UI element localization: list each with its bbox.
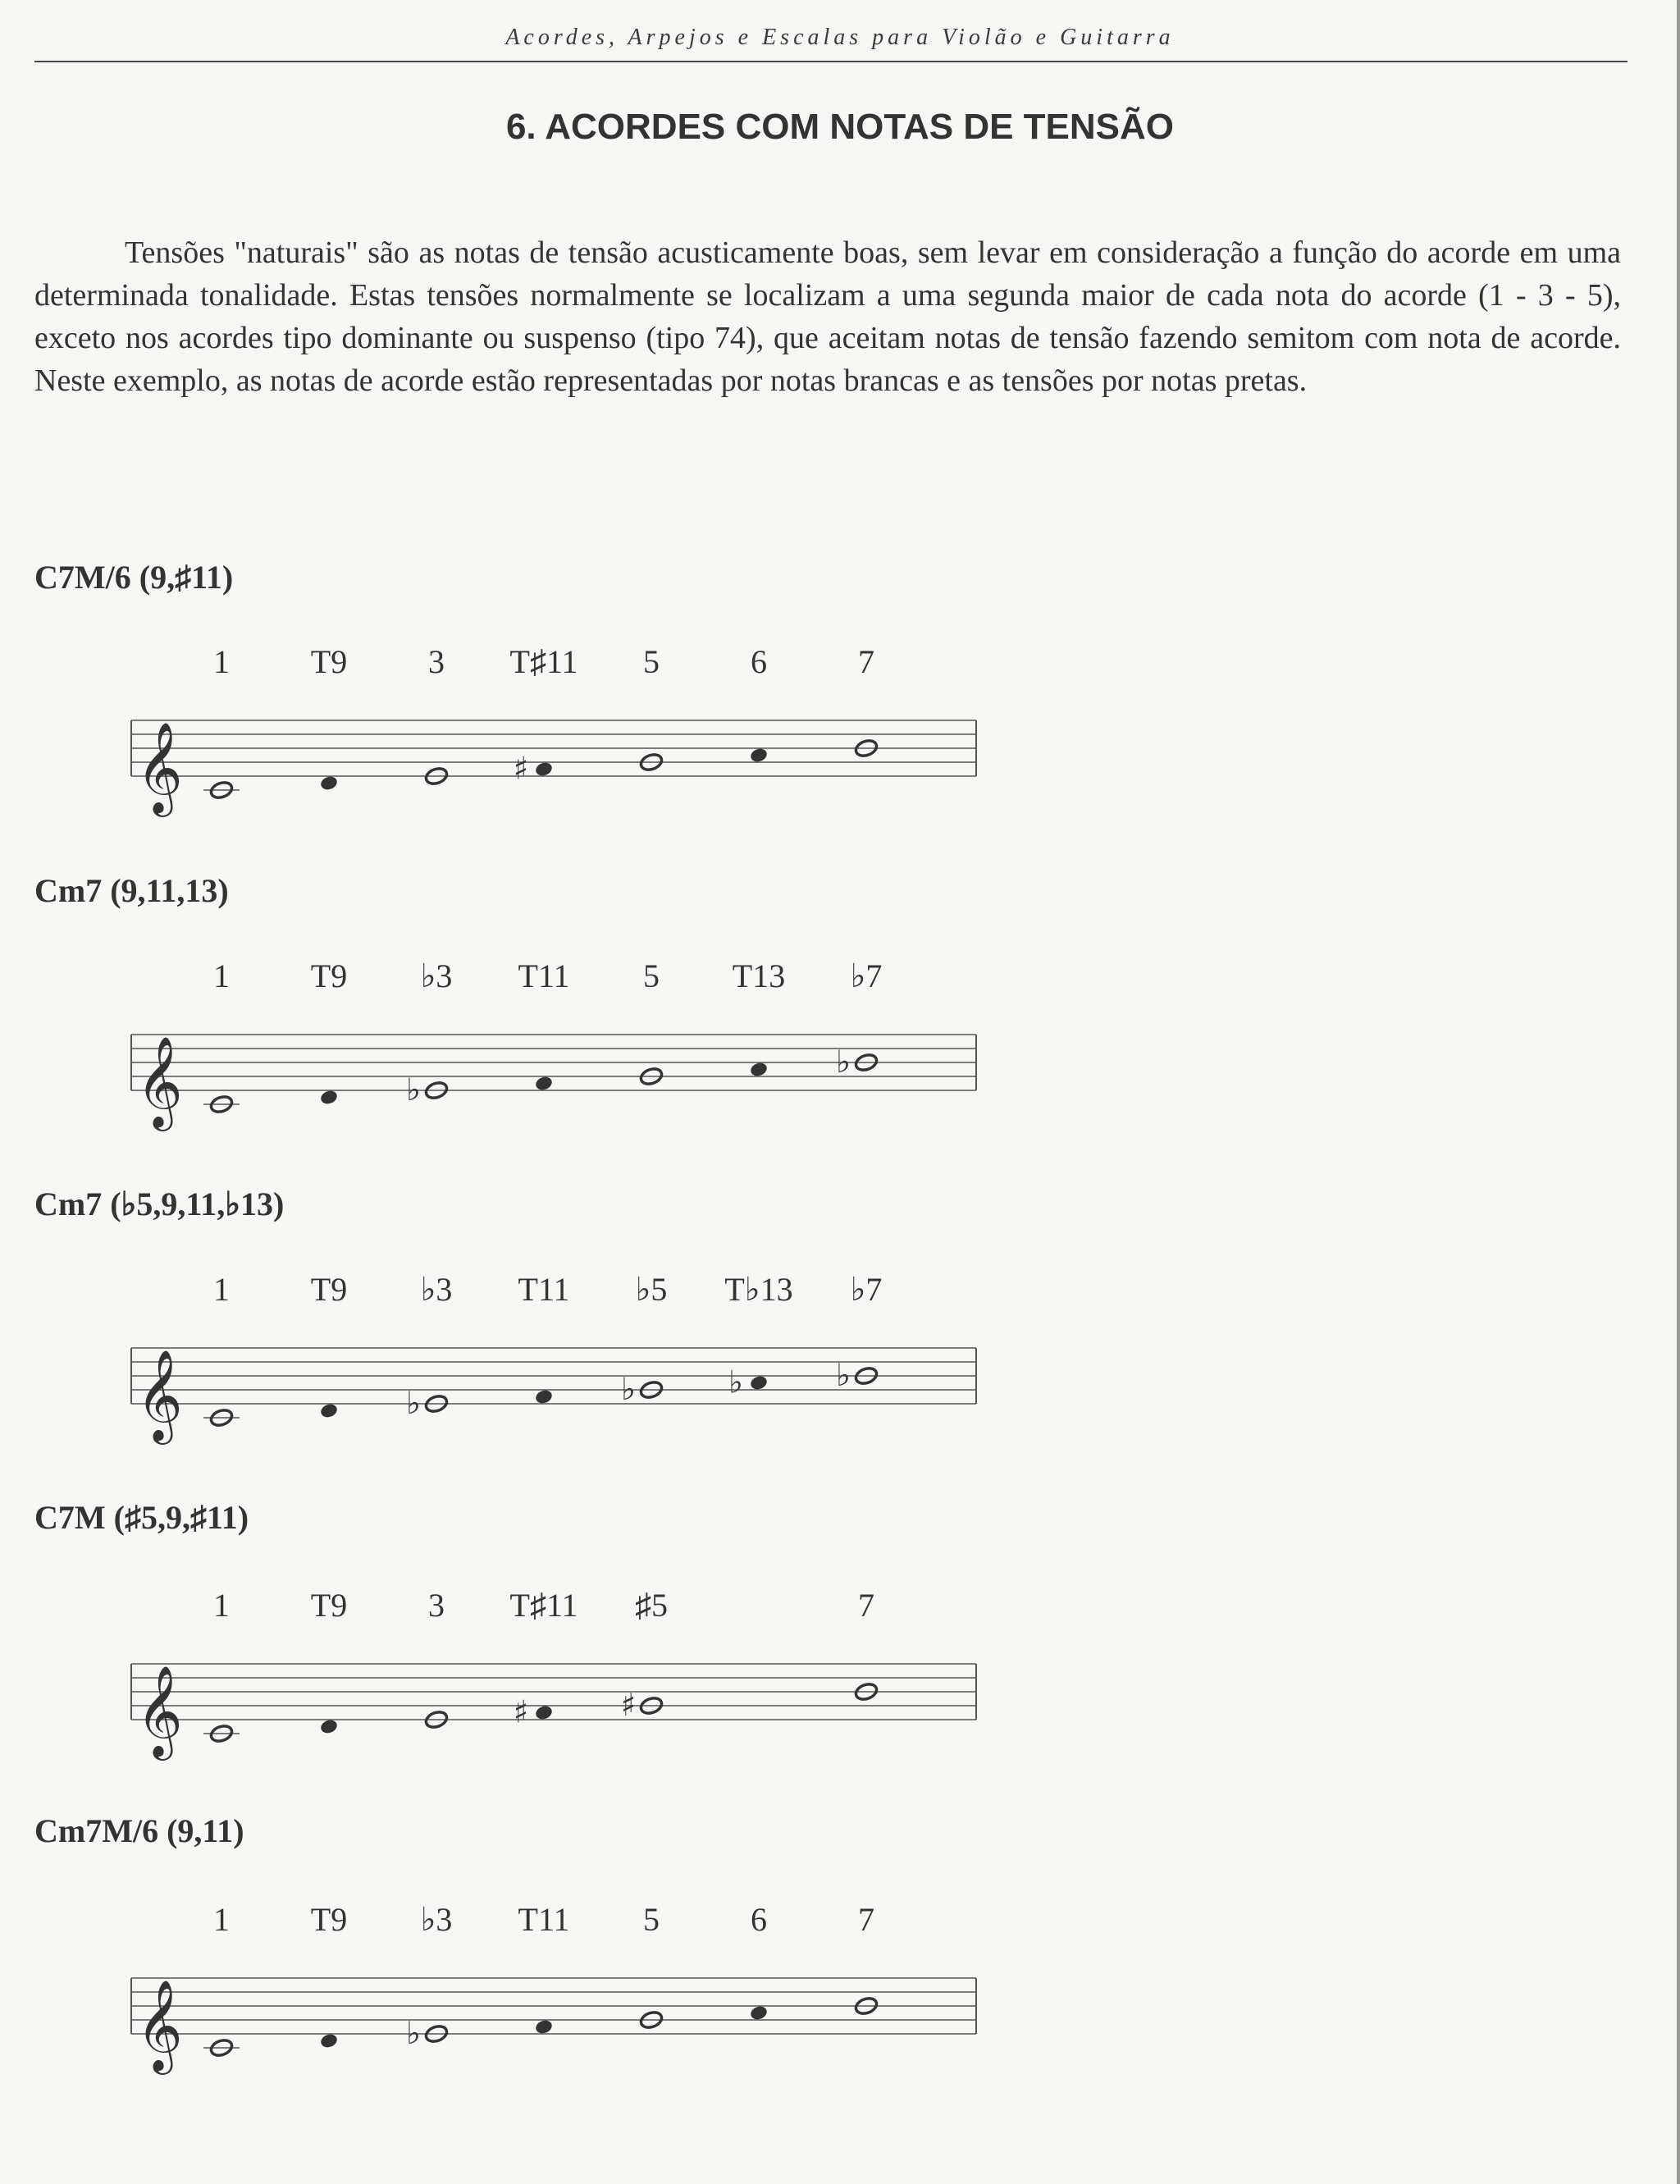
- degree-label: ♭3: [420, 1271, 453, 1308]
- tension-note-head: [319, 774, 339, 792]
- music-staff-svg: [123, 1268, 993, 1448]
- music-staff-svg: [123, 640, 993, 820]
- treble-clef-icon: 𝄞: [136, 1035, 183, 1127]
- degree-label: T♭13: [724, 1271, 793, 1308]
- flat-icon: ♭: [728, 1364, 743, 1400]
- flat-icon: ♭: [406, 2015, 421, 2051]
- degree-label: 5: [643, 1901, 660, 1938]
- degree-label: T13: [732, 957, 786, 994]
- degree-label: 1: [213, 1271, 230, 1308]
- flat-icon: ♭: [621, 1371, 636, 1407]
- tension-note-head: [319, 1402, 339, 1419]
- staff-1: [123, 640, 984, 813]
- flat-icon: ♭: [406, 1071, 421, 1108]
- tension-note-head: [319, 1089, 339, 1106]
- degree-label: 6: [751, 643, 767, 680]
- treble-clef-icon: 𝄞: [136, 1349, 183, 1441]
- sharp-icon: ♯: [620, 1687, 637, 1723]
- degree-label: 6: [751, 1901, 767, 1938]
- tension-note-head: [319, 1718, 339, 1735]
- intro-text: Tensões "naturais" são as notas de tensão acusticamente boas, sem levar em consideração a função do acorde em uma determinada tonalidade. Estas tensões normalmente se localizam a uma segunda maior de cada nota do acorde (1 - 3 - 5), exceto nos acordes tipo dominante ou suspenso (tipo 74), que aceitam notas de tensão fazendo semitom com nota de acorde. Neste exemplo, as notas de acorde estão representadas por notas brancas e as tensões por notas pretas.: [34, 235, 1621, 398]
- degree-label: 1: [213, 957, 230, 994]
- section-title: 6. ACORDES COM NOTAS DE TENSÃO: [505, 107, 1175, 147]
- tension-note-head: [534, 1388, 554, 1405]
- degree-label: ♭3: [420, 957, 453, 994]
- degree-label: T9: [310, 1901, 348, 1938]
- degree-label: T11: [518, 1271, 570, 1308]
- sharp-icon: ♯: [513, 1693, 529, 1730]
- degree-label: ♭5: [635, 1271, 668, 1308]
- tension-note-head: [534, 1704, 554, 1721]
- flat-icon: ♭: [836, 1357, 851, 1393]
- degree-label: T♯11: [509, 1587, 578, 1624]
- degree-label: 7: [858, 643, 874, 680]
- degree-label: 5: [643, 957, 660, 994]
- flat-icon: ♭: [836, 1044, 851, 1080]
- staff-5: [123, 1898, 984, 2071]
- degree-label: 7: [858, 1587, 874, 1624]
- degree-label: T9: [310, 957, 348, 994]
- tension-note-head: [534, 1075, 554, 1092]
- degree-label: T11: [518, 957, 570, 994]
- degree-label: 5: [643, 643, 660, 680]
- degree-label: 1: [213, 643, 230, 680]
- treble-clef-icon: 𝄞: [136, 721, 183, 813]
- staff-4: [123, 1583, 984, 1757]
- chord-title-3: Cm7 (♭5,9,11,♭13): [34, 1186, 285, 1222]
- tension-note-head: [749, 747, 769, 764]
- chord-title-1: C7M/6 (9,♯11): [34, 559, 234, 596]
- sharp-icon: ♯: [513, 750, 529, 787]
- degree-label: ♭7: [850, 957, 883, 994]
- tension-note-head: [749, 1374, 769, 1391]
- tension-note-head: [534, 2018, 554, 2036]
- degree-label: 3: [428, 1587, 445, 1624]
- music-staff-svg: [123, 1898, 993, 2078]
- intro-paragraph: [34, 231, 1621, 402]
- header-rule: [34, 61, 1628, 62]
- degree-label: T♯11: [509, 643, 578, 680]
- staff-2: [123, 954, 984, 1127]
- degree-label: T9: [310, 643, 348, 680]
- degree-label: 3: [428, 643, 445, 680]
- degree-label: ♭7: [850, 1271, 883, 1308]
- chord-title-5: Cm7M/6 (9,11): [34, 1812, 244, 1849]
- chord-title-4: C7M (♯5,9,♯11): [34, 1499, 249, 1536]
- tension-note-head: [749, 1061, 769, 1078]
- music-staff-svg: [123, 1583, 993, 1764]
- degree-label: ♭3: [420, 1901, 453, 1938]
- degree-label: 7: [858, 1901, 874, 1938]
- degree-label: T9: [310, 1587, 348, 1624]
- tension-note-head: [749, 2004, 769, 2022]
- treble-clef-icon: 𝄞: [136, 1979, 183, 2071]
- degree-label: 1: [213, 1901, 230, 1938]
- flat-icon: ♭: [406, 1385, 421, 1421]
- treble-clef-icon: 𝄞: [136, 1665, 183, 1757]
- degree-label: ♯5: [635, 1587, 668, 1624]
- tension-note-head: [534, 761, 554, 778]
- chord-title-2: Cm7 (9,11,13): [34, 872, 229, 909]
- degree-label: T11: [518, 1901, 570, 1938]
- music-staff-svg: [123, 954, 993, 1135]
- degree-label: T9: [310, 1271, 348, 1308]
- tension-note-head: [319, 2032, 339, 2049]
- degree-label: 1: [213, 1587, 230, 1624]
- staff-3: [123, 1268, 984, 1441]
- page-edge: [1677, 0, 1680, 2184]
- running-head: Acordes, Arpejos e Escalas para Violão e Guitarra: [505, 25, 1175, 50]
